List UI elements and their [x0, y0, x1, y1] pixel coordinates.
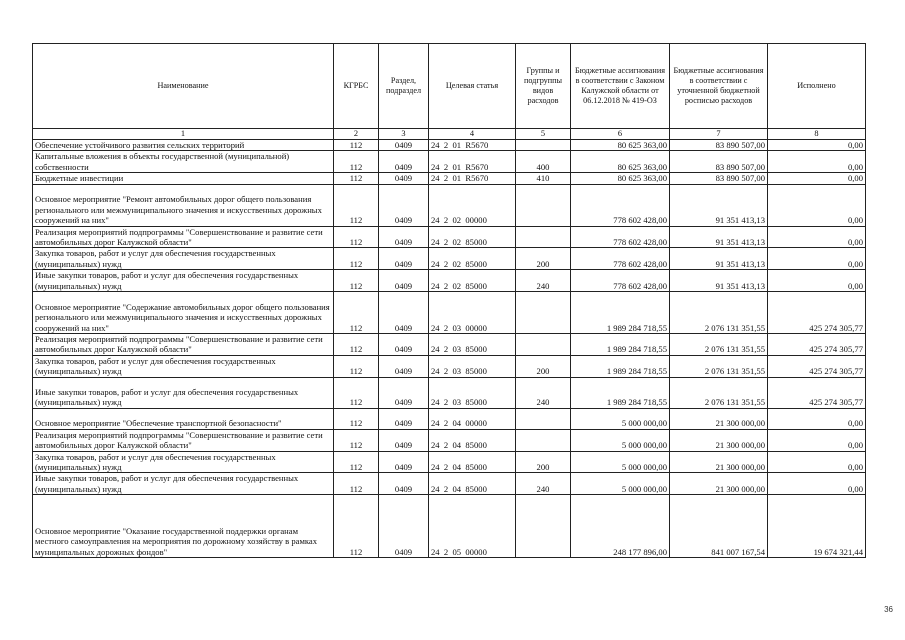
row-section: 0409 — [379, 270, 429, 292]
row-executed: 0,00 — [768, 270, 866, 292]
row-expense-group: 240 — [516, 270, 571, 292]
row-law-allocation: 778 602 428,00 — [571, 226, 670, 248]
column-number: 7 — [670, 129, 768, 140]
column-number: 4 — [429, 129, 516, 140]
row-name: Обеспечение устойчивого развития сельских территорий — [33, 140, 334, 151]
column-number: 1 — [33, 129, 334, 140]
table-row — [33, 226, 866, 248]
table-row — [33, 173, 866, 184]
row-adjusted-allocation: 2 076 131 351,55 — [670, 377, 768, 408]
row-executed: 0,00 — [768, 184, 866, 226]
row-adjusted-allocation: 91 351 413,13 — [670, 184, 768, 226]
column-number: 6 — [571, 129, 670, 140]
row-expense-group: 240 — [516, 473, 571, 495]
row-law-allocation: 1 989 284 718,55 — [571, 355, 670, 377]
table-row — [33, 408, 866, 429]
row-expense-group — [516, 408, 571, 429]
column-number: 5 — [516, 129, 571, 140]
row-kgrbs: 112 — [334, 429, 379, 451]
row-kgrbs: 112 — [334, 140, 379, 151]
row-target-article: 24 2 04 00000 — [429, 408, 516, 429]
row-name: Основное мероприятие "Оказание государственной поддержки органам местного самоуправления на мероприятия по дорожному хозяйству в рамках муниципальных дорожных фондов" — [33, 495, 334, 558]
row-name: Бюджетные инвестиции — [33, 173, 334, 184]
row-section: 0409 — [379, 429, 429, 451]
table-row — [33, 355, 866, 377]
row-expense-group: 200 — [516, 355, 571, 377]
row-law-allocation: 5 000 000,00 — [571, 408, 670, 429]
row-kgrbs: 112 — [334, 377, 379, 408]
row-executed: 425 274 305,77 — [768, 355, 866, 377]
table-row — [33, 248, 866, 270]
row-law-allocation: 5 000 000,00 — [571, 429, 670, 451]
row-kgrbs: 112 — [334, 334, 379, 356]
row-expense-group — [516, 140, 571, 151]
header-expense-groups: Группы и подгруппы видов расходов — [516, 44, 571, 129]
row-target-article: 24 2 02 85000 — [429, 226, 516, 248]
row-executed: 425 274 305,77 — [768, 377, 866, 408]
row-law-allocation: 80 625 363,00 — [571, 173, 670, 184]
row-executed: 425 274 305,77 — [768, 334, 866, 356]
row-adjusted-allocation: 21 300 000,00 — [670, 408, 768, 429]
row-executed: 0,00 — [768, 226, 866, 248]
row-name: Закупка товаров, работ и услуг для обеспечения государственных (муниципальных) нужд — [33, 451, 334, 473]
row-name: Иные закупки товаров, работ и услуг для обеспечения государственных (муниципальных) нужд — [33, 270, 334, 292]
row-expense-group — [516, 292, 571, 334]
header-section: Раздел, подраздел — [379, 44, 429, 129]
row-section: 0409 — [379, 355, 429, 377]
row-kgrbs: 112 — [334, 355, 379, 377]
row-section: 0409 — [379, 473, 429, 495]
table-row — [33, 451, 866, 473]
header-name: Наименование — [33, 44, 334, 129]
row-law-allocation: 778 602 428,00 — [571, 270, 670, 292]
row-target-article: 24 2 01 R5670 — [429, 140, 516, 151]
row-kgrbs: 112 — [334, 151, 379, 173]
row-executed: 0,00 — [768, 151, 866, 173]
table-row — [33, 377, 866, 408]
table-row — [33, 151, 866, 173]
table-row — [33, 270, 866, 292]
row-section: 0409 — [379, 226, 429, 248]
row-kgrbs: 112 — [334, 184, 379, 226]
row-target-article: 24 2 03 00000 — [429, 292, 516, 334]
row-name: Реализация мероприятий подпрограммы "Совершенствование и развитие сети автомобильных дорог Калужской области" — [33, 429, 334, 451]
row-executed: 0,00 — [768, 248, 866, 270]
row-executed: 0,00 — [768, 473, 866, 495]
row-section: 0409 — [379, 140, 429, 151]
row-law-allocation: 1 989 284 718,55 — [571, 377, 670, 408]
row-law-allocation: 1 989 284 718,55 — [571, 292, 670, 334]
table-row — [33, 429, 866, 451]
row-kgrbs: 112 — [334, 173, 379, 184]
row-adjusted-allocation: 91 351 413,13 — [670, 248, 768, 270]
row-target-article: 24 2 01 R5670 — [429, 173, 516, 184]
row-adjusted-allocation: 2 076 131 351,55 — [670, 334, 768, 356]
row-kgrbs: 112 — [334, 408, 379, 429]
row-adjusted-allocation: 83 890 507,00 — [670, 151, 768, 173]
row-adjusted-allocation: 21 300 000,00 — [670, 473, 768, 495]
row-law-allocation: 5 000 000,00 — [571, 473, 670, 495]
row-expense-group — [516, 429, 571, 451]
row-name: Капитальные вложения в объекты государственной (муниципальной) собственности — [33, 151, 334, 173]
row-expense-group: 400 — [516, 151, 571, 173]
header-law-allocations: Бюджетные ассигнования в соответствии с Законом Калужской области от 06.12.2018 № 419-ОЗ — [571, 44, 670, 129]
row-section: 0409 — [379, 451, 429, 473]
row-adjusted-allocation: 2 076 131 351,55 — [670, 355, 768, 377]
row-law-allocation: 80 625 363,00 — [571, 151, 670, 173]
table-row — [33, 140, 866, 151]
row-target-article: 24 2 01 R5670 — [429, 151, 516, 173]
row-section: 0409 — [379, 173, 429, 184]
header-target-article: Целевая статья — [429, 44, 516, 129]
row-name: Иные закупки товаров, работ и услуг для обеспечения государственных (муниципальных) нужд — [33, 473, 334, 495]
row-executed: 0,00 — [768, 140, 866, 151]
header-adjusted-allocations: Бюджетные ассигнования в соответствии с уточненной бюджетной росписью расходов — [670, 44, 768, 129]
row-adjusted-allocation: 83 890 507,00 — [670, 173, 768, 184]
column-number: 3 — [379, 129, 429, 140]
row-section: 0409 — [379, 495, 429, 558]
row-target-article: 24 2 04 85000 — [429, 429, 516, 451]
row-adjusted-allocation: 21 300 000,00 — [670, 429, 768, 451]
row-target-article: 24 2 03 85000 — [429, 355, 516, 377]
row-name: Реализация мероприятий подпрограммы "Совершенствование и развитие сети автомобильных дорог Калужской области" — [33, 334, 334, 356]
row-adjusted-allocation: 2 076 131 351,55 — [670, 292, 768, 334]
row-target-article: 24 2 02 85000 — [429, 270, 516, 292]
row-executed: 19 674 321,44 — [768, 495, 866, 558]
table-row — [33, 292, 866, 334]
row-target-article: 24 2 02 00000 — [429, 184, 516, 226]
row-kgrbs: 112 — [334, 248, 379, 270]
row-executed: 0,00 — [768, 173, 866, 184]
row-law-allocation: 80 625 363,00 — [571, 140, 670, 151]
row-expense-group — [516, 184, 571, 226]
row-law-allocation: 1 989 284 718,55 — [571, 334, 670, 356]
row-section: 0409 — [379, 248, 429, 270]
row-expense-group: 240 — [516, 377, 571, 408]
row-adjusted-allocation: 91 351 413,13 — [670, 270, 768, 292]
row-section: 0409 — [379, 408, 429, 429]
table-header-row — [33, 44, 866, 129]
row-section: 0409 — [379, 151, 429, 173]
row-name: Основное мероприятие "Ремонт автомобильных дорог общего пользования регионального или межмуниципального значения и искусственных дорожных сооружений на них" — [33, 184, 334, 226]
column-numbers-row — [33, 129, 866, 140]
table-row — [33, 473, 866, 495]
row-section: 0409 — [379, 184, 429, 226]
row-section: 0409 — [379, 292, 429, 334]
header-kgrbs: КГРБС — [334, 44, 379, 129]
page-number: 36 — [884, 605, 893, 614]
row-target-article: 24 2 03 85000 — [429, 377, 516, 408]
row-name: Иные закупки товаров, работ и услуг для обеспечения государственных (муниципальных) нужд — [33, 377, 334, 408]
row-law-allocation: 778 602 428,00 — [571, 248, 670, 270]
row-kgrbs: 112 — [334, 495, 379, 558]
row-kgrbs: 112 — [334, 451, 379, 473]
row-expense-group: 410 — [516, 173, 571, 184]
column-number: 8 — [768, 129, 866, 140]
table-row — [33, 334, 866, 356]
row-name: Реализация мероприятий подпрограммы "Совершенствование и развитие сети автомобильных дорог Калужской области" — [33, 226, 334, 248]
row-law-allocation: 778 602 428,00 — [571, 184, 670, 226]
row-name: Закупка товаров, работ и услуг для обеспечения государственных (муниципальных) нужд — [33, 248, 334, 270]
row-target-article: 24 2 04 85000 — [429, 473, 516, 495]
table-row — [33, 495, 866, 558]
table-body — [33, 140, 866, 558]
row-section: 0409 — [379, 334, 429, 356]
column-number: 2 — [334, 129, 379, 140]
row-executed: 0,00 — [768, 451, 866, 473]
row-kgrbs: 112 — [334, 473, 379, 495]
row-law-allocation: 5 000 000,00 — [571, 451, 670, 473]
row-expense-group — [516, 334, 571, 356]
row-adjusted-allocation: 83 890 507,00 — [670, 140, 768, 151]
row-expense-group — [516, 226, 571, 248]
table-row — [33, 184, 866, 226]
row-target-article: 24 2 05 00000 — [429, 495, 516, 558]
row-expense-group — [516, 495, 571, 558]
row-name: Закупка товаров, работ и услуг для обеспечения государственных (муниципальных) нужд — [33, 355, 334, 377]
row-expense-group: 200 — [516, 451, 571, 473]
row-expense-group: 200 — [516, 248, 571, 270]
row-kgrbs: 112 — [334, 270, 379, 292]
row-name: Основное мероприятие "Содержание автомобильных дорог общего пользования регионального или межмуниципального значения и искусственных дорожных сооружений на них" — [33, 292, 334, 334]
row-executed: 0,00 — [768, 408, 866, 429]
row-name: Основное мероприятие "Обеспечение транспортной безопасности" — [33, 408, 334, 429]
row-section: 0409 — [379, 377, 429, 408]
row-kgrbs: 112 — [334, 226, 379, 248]
row-executed: 0,00 — [768, 429, 866, 451]
row-executed: 425 274 305,77 — [768, 292, 866, 334]
row-adjusted-allocation: 841 007 167,54 — [670, 495, 768, 558]
budget-table — [32, 43, 866, 558]
header-executed: Исполнено — [768, 44, 866, 129]
row-law-allocation: 248 177 896,00 — [571, 495, 670, 558]
row-target-article: 24 2 02 85000 — [429, 248, 516, 270]
row-kgrbs: 112 — [334, 292, 379, 334]
row-target-article: 24 2 03 85000 — [429, 334, 516, 356]
row-adjusted-allocation: 91 351 413,13 — [670, 226, 768, 248]
row-adjusted-allocation: 21 300 000,00 — [670, 451, 768, 473]
row-target-article: 24 2 04 85000 — [429, 451, 516, 473]
